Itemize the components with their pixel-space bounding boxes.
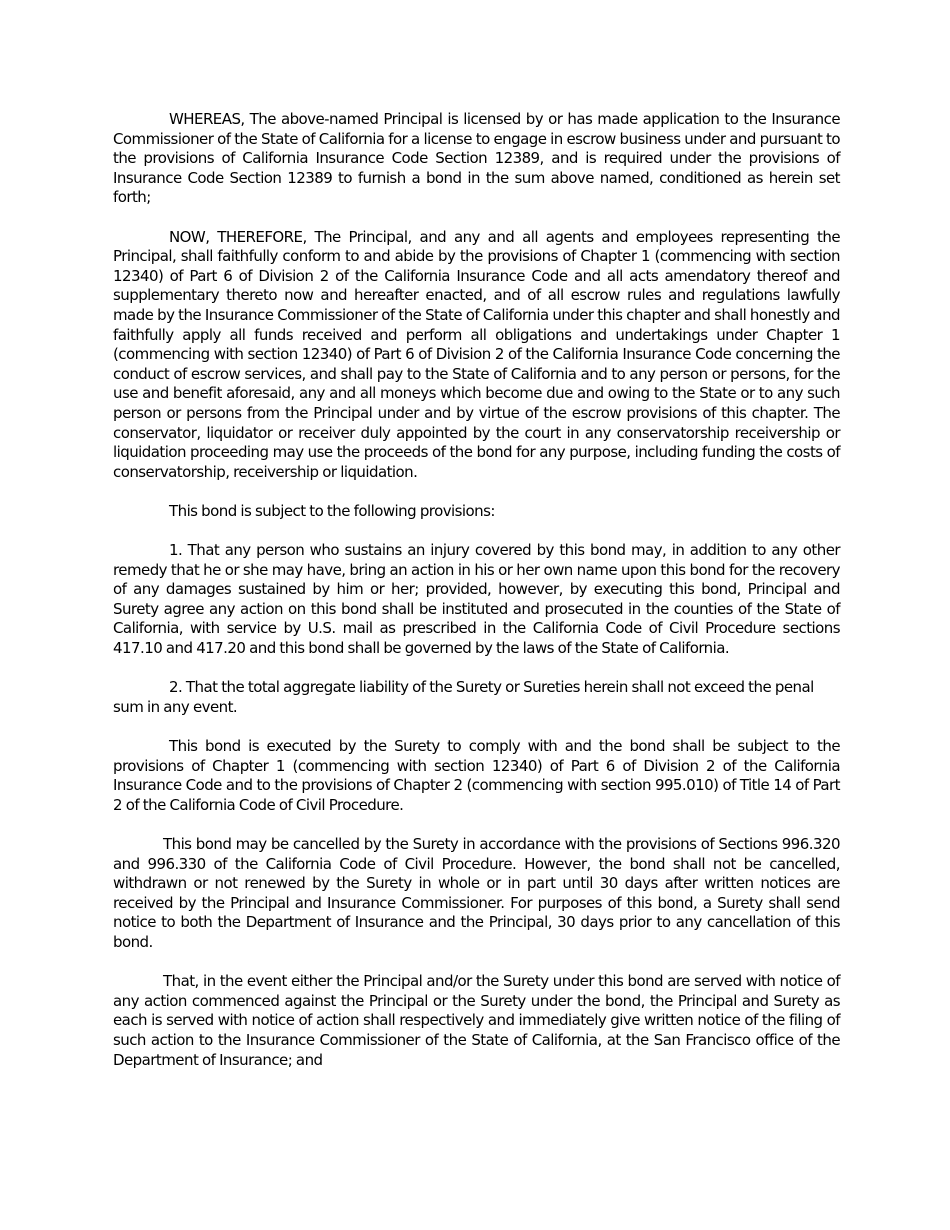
provisions-intro-paragraph: This bond is subject to the following provisions:	[169, 501, 495, 520]
notice-of-action-paragraph: That, in the event either the Principal and/or the Surety under this bond are served with notice of any action commenced against the Principal or the Surety under the bond, the Principal and Surety as each is served with notice of action shall respectively and immediately give written notice of the filing of such action to the Insurance Commissioner of the State of California, at the San Francisco office of the Department of Insurance; and	[113, 972, 840, 1069]
execution-paragraph: This bond is executed by the Surety to comply with and the bond shall be subject to the provisions of Chapter 1 (commencing with section 12340) of Part 6 of Division 2 of the California Insurance Code and to the provisions of Chapter 2 (commencing with section 995.010) of Title 14 of Part 2 of the California Code of Civil Procedure.	[113, 737, 840, 814]
cancellation-paragraph: This bond may be cancelled by the Surety in accordance with the provisions of Sections 996.320 and 996.330 of the California Code of Civil Procedure. However, the bond shall not be cancelled, withdrawn or not renewed by the Surety in whole or in part until 30 days after written notices are received by the Principal and Insurance Commissioner. For purposes of this bond, a Surety shall send notice to both the Department of Insurance and the Principal, 30 days prior to any cancellation of this bond.	[113, 834, 840, 951]
document-body	[113, 110, 840, 1090]
provision-1-paragraph: 1. That any person who sustains an injury covered by this bond may, in addition to any other remedy that he or she may have, bring an action in his or her own name upon this bond for the recovery of any damages sustained by him or her; provided, however, by executing this bond, Principal and Surety agree any action on this bond shall be instituted and prosecuted in the counties of the State of California, with service by U.S. mail as prescribed in the California Code of Civil Procedure sections 417.10 and 417.20 and this bond shall be governed by the laws of the State of California.	[113, 541, 840, 658]
provision-2-paragraph: 2. That the total aggregate liability of the Surety or Sureties herein shall not exceed the penal sum in any event.	[113, 678, 814, 716]
now-therefore-paragraph: NOW, THEREFORE, The Principal, and any and all agents and employees representing the Principal, shall faithfully conform to and abide by the provisions of Chapter 1 (commencing with section 12340) of Part 6 of Division 2 of the California Insurance Code and all acts amendatory thereof and supplementary thereto now and hereafter enacted, and of all escrow rules and regulations lawfully made by the Insurance Commissioner of the State of California under this chapter and shall honestly and faithfully apply all funds received and perform all obligations and undertakings under Chapter 1 (commencing with section 12340) of Part 6 of Division 2 of the California Insurance Code concerning the conduct of escrow services, and shall pay to the State of California and to any person or persons, for the use and benefit aforesaid, any and all moneys which become due and owing to the State or to any such person or persons from the Principal under and by virtue of the escrow provisions of this chapter. The conservator, liquidator or receiver duly appointed by the court in any conservatorship receivership or liquidation proceeding may use the proceeds of the bond for any purpose, including funding the costs of conservatorship, receivership or liquidation.	[113, 227, 840, 481]
whereas-paragraph: WHEREAS, The above-named Principal is licensed by or has made application to the Insurance Commissioner of the State of California for a license to engage in escrow business under and pursuant to the provisions of California Insurance Code Section 12389, and is required under the provisions of Insurance Code Section 12389 to furnish a bond in the sum above named, conditioned as herein set forth;	[113, 110, 840, 207]
